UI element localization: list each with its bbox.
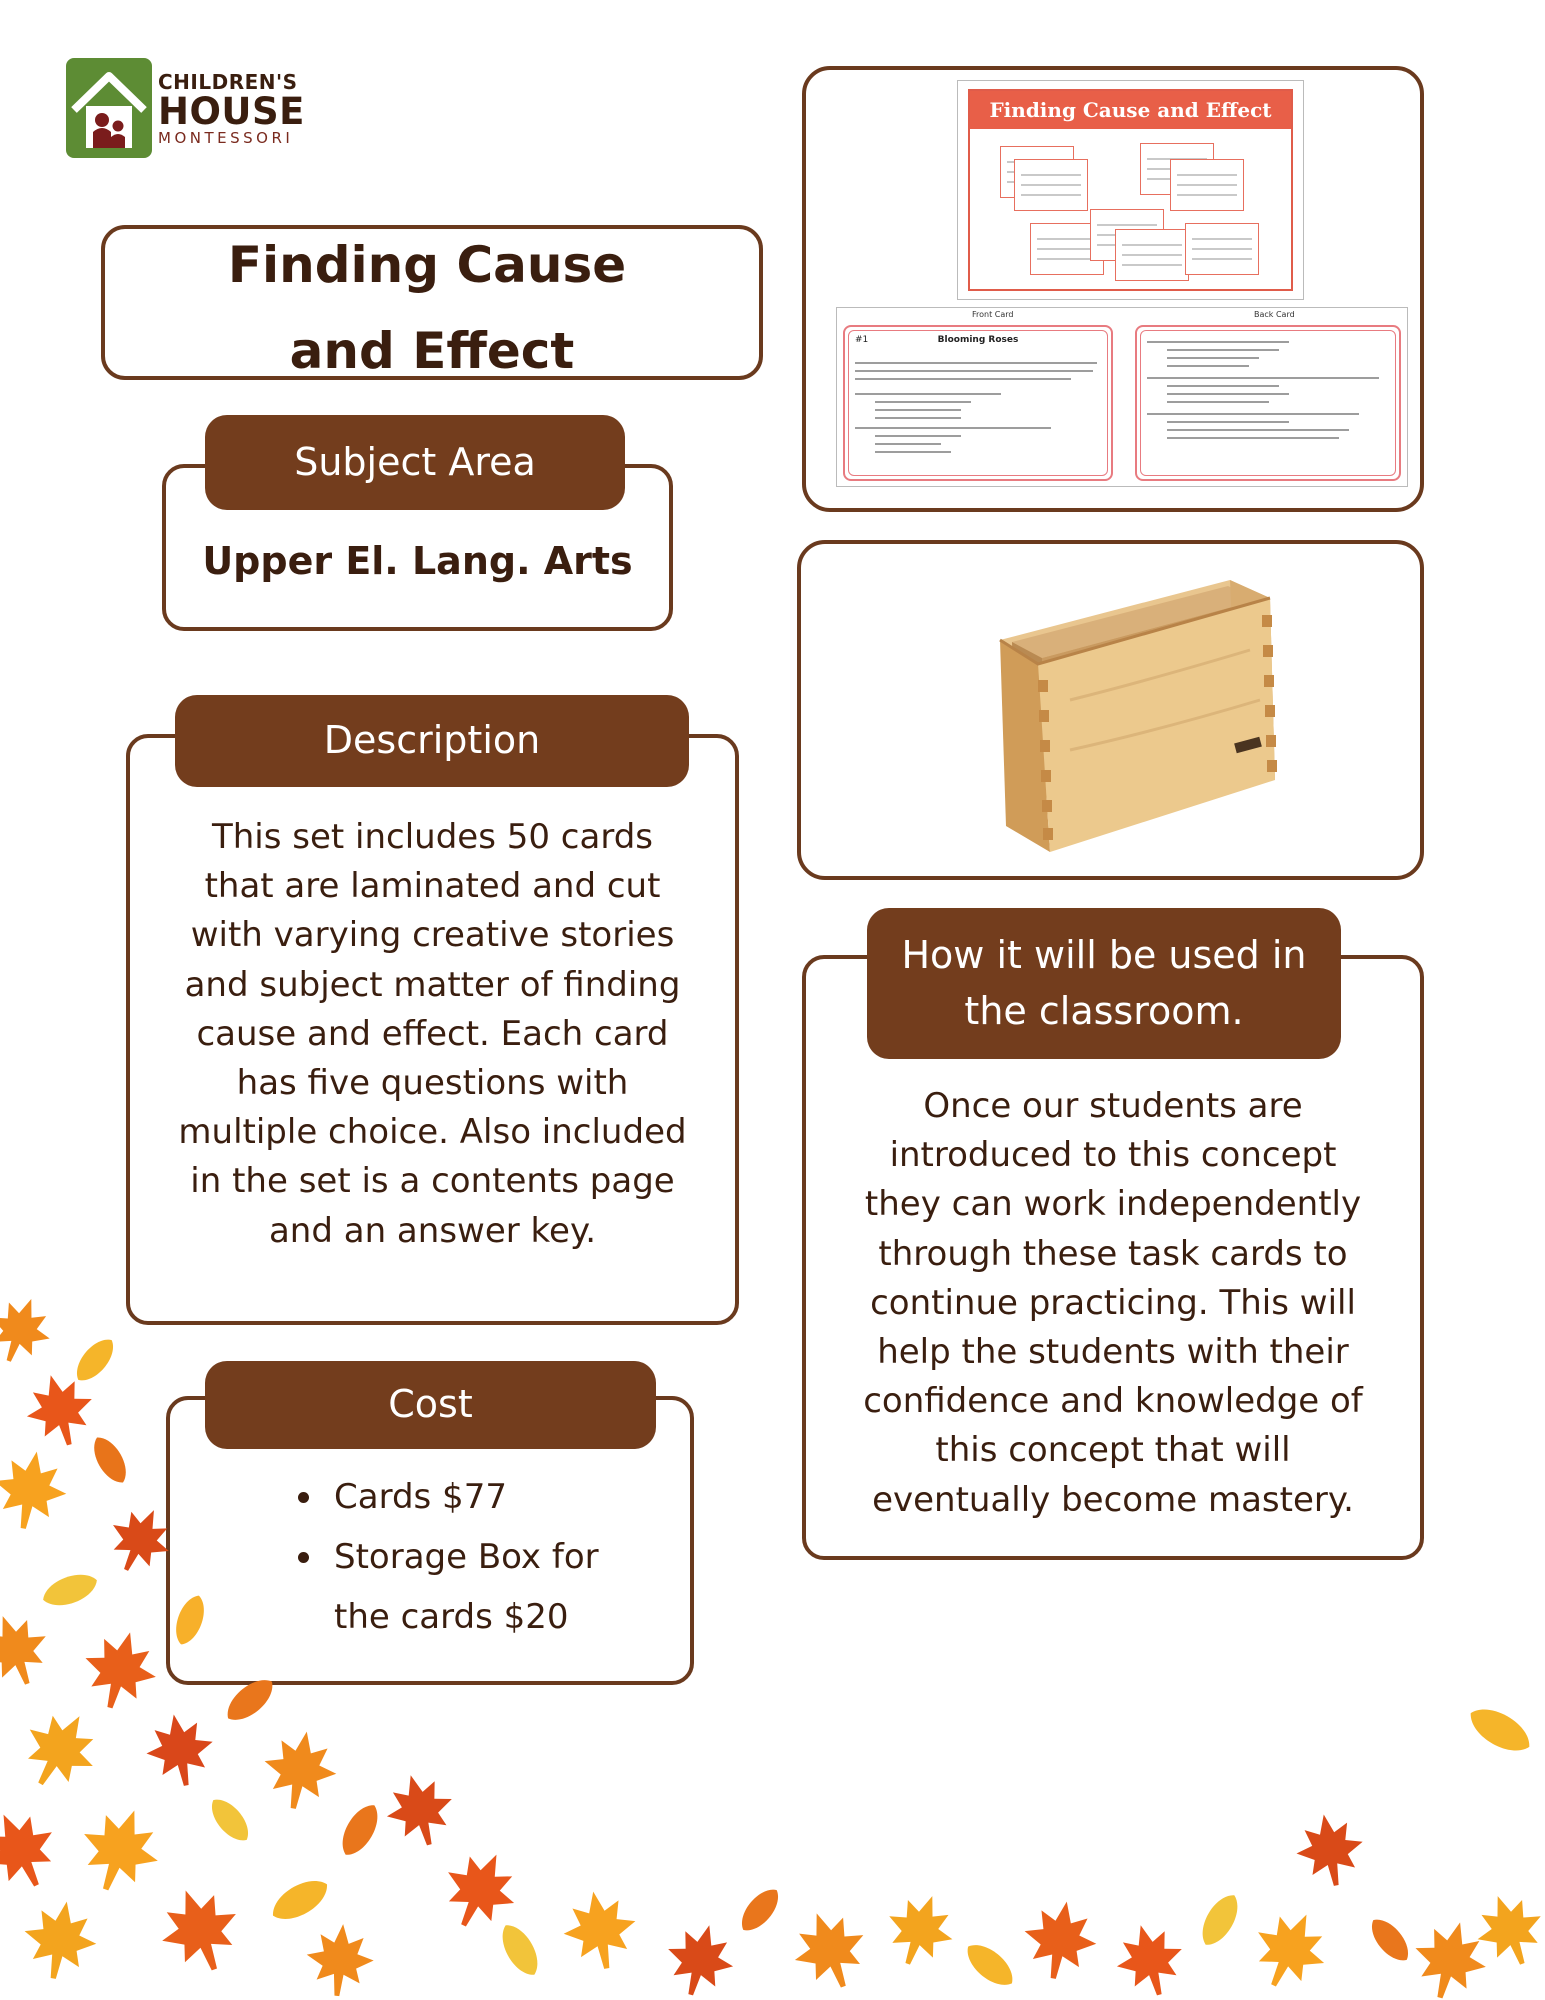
autumn-leaves-decoration-icon [0, 1290, 1545, 2000]
logo-house-icon [66, 58, 152, 158]
usage-heading-line-1: How it will be used in [901, 933, 1307, 978]
description-line: that are laminated and cut [204, 866, 661, 907]
description-line: in the set is a contents page [190, 1161, 675, 1202]
description-line: multiple choice. Also included [178, 1112, 687, 1153]
usage-line: this concept that will [935, 1430, 1291, 1471]
subject-value: Upper El. Lang. Arts [202, 539, 633, 583]
cost-item: Cards $77 [298, 1467, 599, 1527]
worksheet-card-image [836, 307, 1408, 487]
usage-line: continue practicing. This will [870, 1282, 1356, 1323]
worksheet-header: Finding Cause and Effect [970, 91, 1291, 129]
wooden-storage-box-image [930, 570, 1290, 860]
logo-line-1: CHILDREN'S [158, 70, 298, 94]
usage-line: they can work independently [864, 1184, 1362, 1225]
usage-line: introduced to this concept [889, 1135, 1337, 1176]
usage-line: through these task cards to [878, 1233, 1348, 1274]
logo-line-2: HOUSE [158, 90, 305, 133]
back-card [1135, 325, 1401, 481]
description-line: This set includes 50 cards [211, 817, 654, 857]
front-card-label: Front Card [972, 310, 1014, 319]
usage-heading [867, 908, 1341, 1059]
cost-item: Storage Box for [298, 1527, 599, 1587]
leaf-cluster [0, 1290, 1545, 2000]
cost-item-continued: the cards $20 [334, 1597, 569, 1637]
logo-text [158, 72, 305, 146]
usage-heading-line-2: the classroom. [964, 988, 1244, 1033]
card-number: #1 [855, 335, 869, 345]
card-title: Blooming Roses [937, 335, 1019, 345]
usage-line: eventually become mastery. [872, 1479, 1354, 1520]
usage-line: Once our students are [923, 1086, 1303, 1126]
logo-line-3: MONTESSORI [158, 129, 294, 147]
usage-line: help the students with their [877, 1332, 1349, 1373]
cost-heading: Cost [205, 1361, 656, 1449]
description-line: cause and effect. Each card [196, 1013, 669, 1054]
subject-heading: Subject Area [205, 415, 625, 510]
description-text [126, 813, 739, 1256]
description-line: and an answer key. [268, 1210, 597, 1251]
title-line-2: and Effect [289, 322, 575, 380]
description-line: with varying creative stories [190, 915, 675, 956]
description-line: and subject matter of finding [184, 964, 681, 1005]
page-title [101, 222, 763, 394]
description-heading: Description [175, 695, 689, 787]
usage-line: confidence and knowledge of [863, 1381, 1363, 1422]
worksheet-cover-image [957, 80, 1304, 300]
back-card-label: Back Card [1254, 310, 1295, 319]
front-card [843, 325, 1113, 481]
description-line: has five questions with [236, 1063, 629, 1104]
title-line-1: Finding Cause [227, 236, 627, 294]
